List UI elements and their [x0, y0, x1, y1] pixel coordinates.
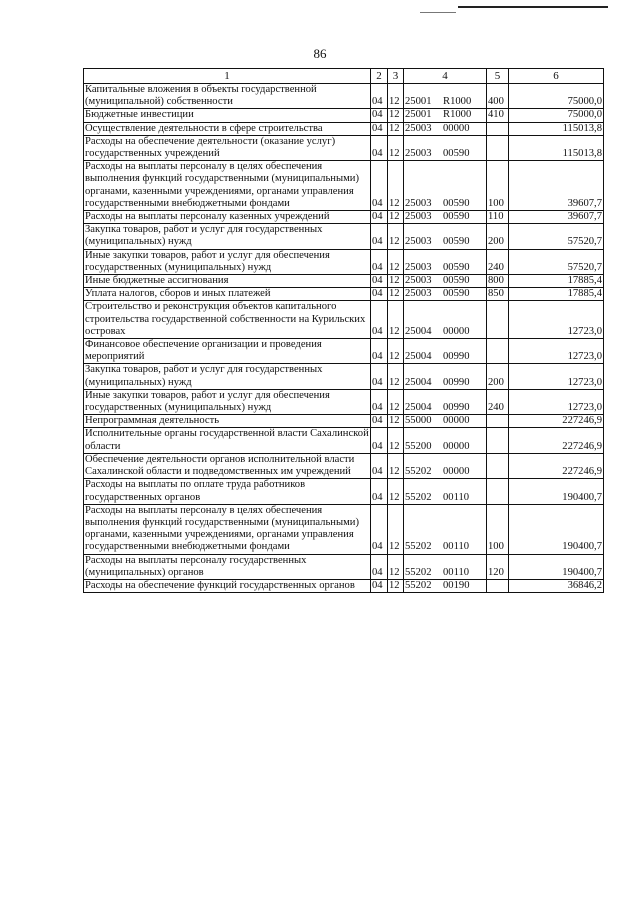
cell-direction-code: 00110 — [443, 491, 470, 503]
cell-subsection: 12 — [388, 301, 404, 339]
cell-direction-code: 00590 — [443, 148, 470, 160]
cell-target-article — [404, 161, 487, 211]
cell-program-code: 55202 — [405, 541, 432, 553]
cell-target-article — [404, 554, 487, 579]
cell-amount: 115013,8 — [509, 135, 604, 160]
table-row — [84, 479, 604, 504]
cell-direction-code: R1000 — [443, 96, 472, 108]
cell-section: 04 — [371, 224, 388, 249]
cell-direction-code: 00590 — [443, 211, 470, 223]
cell-target-article — [404, 109, 487, 122]
table-row — [84, 453, 604, 478]
cell-section: 04 — [371, 288, 388, 301]
cell-subsection: 12 — [388, 554, 404, 579]
cell-amount: 12723,0 — [509, 364, 604, 389]
cell-expense-type — [487, 415, 509, 428]
cell-expense-type — [487, 339, 509, 364]
cell-subsection: 12 — [388, 109, 404, 122]
cell-section: 04 — [371, 364, 388, 389]
cell-name: Капитальные вложения в объекты государственной (муниципальной) собственности — [84, 84, 371, 109]
cell-target-article — [404, 211, 487, 224]
cell-program-code: 55202 — [405, 491, 432, 503]
cell-name: Непрограммная деятельность — [84, 415, 371, 428]
cell-target-article — [404, 275, 487, 288]
cell-program-code: 25001 — [405, 109, 432, 121]
scan-top-mark-small — [420, 12, 456, 13]
cell-section: 04 — [371, 453, 388, 478]
cell-name: Расходы на выплаты персоналу государственных (муниципальных) органов — [84, 554, 371, 579]
cell-direction-code: 00590 — [443, 275, 470, 287]
cell-program-code: 25003 — [405, 275, 432, 287]
cell-target-article — [404, 288, 487, 301]
table-row — [84, 224, 604, 249]
table-row — [84, 301, 604, 339]
page-number: 86 — [313, 46, 327, 61]
table-row — [84, 84, 604, 109]
cell-name: Закупка товаров, работ и услуг для государственных (муниципальных) нужд — [84, 364, 371, 389]
cell-amount: 12723,0 — [509, 339, 604, 364]
cell-direction-code: 00990 — [443, 402, 470, 414]
cell-target-article — [404, 122, 487, 135]
cell-direction-code: 00000 — [443, 325, 470, 337]
cell-expense-type — [487, 479, 509, 504]
cell-section: 04 — [371, 554, 388, 579]
cell-program-code: 25004 — [405, 351, 432, 363]
cell-program-code: 25003 — [405, 261, 432, 273]
header-col-5: 5 — [487, 69, 509, 84]
cell-program-code: 25004 — [405, 402, 432, 414]
cell-subsection: 12 — [388, 249, 404, 274]
cell-program-code: 55000 — [405, 415, 432, 427]
cell-amount: 57520,7 — [509, 249, 604, 274]
cell-section: 04 — [371, 135, 388, 160]
cell-target-article — [404, 415, 487, 428]
cell-target-article — [404, 84, 487, 109]
cell-target-article — [404, 301, 487, 339]
cell-section: 04 — [371, 301, 388, 339]
cell-section: 04 — [371, 211, 388, 224]
cell-amount: 75000,0 — [509, 109, 604, 122]
cell-subsection: 12 — [388, 211, 404, 224]
header-col-1: 1 — [84, 69, 371, 84]
cell-direction-code: 00110 — [443, 566, 470, 578]
cell-amount: 190400,7 — [509, 554, 604, 579]
cell-name: Строительство и реконструкция объектов капитального строительства государственной собственности на Курильских островах — [84, 301, 371, 339]
cell-expense-type: 800 — [487, 275, 509, 288]
header-col-6: 6 — [509, 69, 604, 84]
cell-name: Расходы на выплаты персоналу казенных учреждений — [84, 211, 371, 224]
table-row — [84, 122, 604, 135]
cell-subsection: 12 — [388, 453, 404, 478]
cell-program-code: 25003 — [405, 288, 432, 300]
cell-name: Иные бюджетные ассигнования — [84, 275, 371, 288]
cell-amount: 190400,7 — [509, 504, 604, 554]
cell-expense-type: 410 — [487, 109, 509, 122]
cell-section: 04 — [371, 428, 388, 453]
cell-section: 04 — [371, 579, 388, 592]
cell-direction-code: R1000 — [443, 109, 472, 121]
cell-expense-type — [487, 135, 509, 160]
cell-target-article — [404, 453, 487, 478]
cell-target-article — [404, 339, 487, 364]
cell-direction-code: 00000 — [443, 415, 470, 427]
cell-section: 04 — [371, 161, 388, 211]
cell-name: Расходы на обеспечение функций государственных органов — [84, 579, 371, 592]
cell-expense-type: 240 — [487, 249, 509, 274]
cell-name: Обеспечение деятельности органов исполнительной власти Сахалинской области и подведомственных им учреждений — [84, 453, 371, 478]
cell-expense-type — [487, 301, 509, 339]
cell-expense-type: 400 — [487, 84, 509, 109]
cell-amount: 39607,7 — [509, 211, 604, 224]
cell-name: Расходы на обеспечение деятельности (оказание услуг) государственных учреждений — [84, 135, 371, 160]
table-row — [84, 109, 604, 122]
table-row — [84, 161, 604, 211]
cell-target-article — [404, 479, 487, 504]
cell-program-code: 25001 — [405, 96, 432, 108]
cell-name: Исполнительные органы государственной власти Сахалинской области — [85, 428, 369, 452]
cell-subsection: 12 — [388, 389, 404, 414]
cell-program-code: 25004 — [405, 376, 432, 388]
cell-expense-type: 200 — [487, 364, 509, 389]
cell-section: 04 — [371, 249, 388, 274]
cell-name: Осуществление деятельности в сфере строительства — [84, 122, 371, 135]
cell-program-code: 55200 — [405, 440, 432, 452]
table-row — [84, 389, 604, 414]
cell-target-article — [404, 224, 487, 249]
cell-section: 04 — [371, 339, 388, 364]
cell-amount: 115013,8 — [509, 122, 604, 135]
cell-expense-type: 100 — [487, 161, 509, 211]
scan-top-mark — [458, 6, 608, 8]
cell-direction-code: 00990 — [443, 376, 470, 388]
cell-direction-code: 00590 — [443, 261, 470, 273]
cell-target-article — [404, 364, 487, 389]
cell-name: Расходы на выплаты персоналу в целях обеспечения выполнения функций государственными (муниципальными) органами, казенными учреждениями, органами управления государственными внебюджетными фондами — [84, 504, 371, 554]
cell-amount: 75000,0 — [509, 84, 604, 109]
cell-amount: 39607,7 — [509, 161, 604, 211]
cell-amount: 12723,0 — [509, 389, 604, 414]
cell-target-article — [404, 504, 487, 554]
cell-subsection: 12 — [388, 161, 404, 211]
cell-subsection: 12 — [388, 428, 404, 453]
cell-section: 04 — [371, 109, 388, 122]
cell-program-code: 55202 — [405, 566, 432, 578]
cell-program-code: 55202 — [405, 466, 432, 478]
cell-name: Расходы на выплаты по оплате труда работников государственных органов — [84, 479, 371, 504]
cell-amount: 12723,0 — [509, 301, 604, 339]
table-row — [84, 275, 604, 288]
cell-direction-code: 00590 — [443, 197, 470, 209]
cell-program-code: 25004 — [405, 325, 432, 337]
cell-expense-type: 100 — [487, 504, 509, 554]
cell-section: 04 — [371, 275, 388, 288]
budget-table — [83, 68, 604, 593]
cell-name: Бюджетные инвестиции — [84, 109, 371, 122]
table-header-row — [84, 69, 604, 84]
cell-target-article — [404, 428, 487, 453]
cell-expense-type — [487, 579, 509, 592]
cell-subsection: 12 — [388, 339, 404, 364]
cell-amount: 57520,7 — [509, 224, 604, 249]
table-row — [84, 504, 604, 554]
cell-amount: 227246,9 — [509, 428, 604, 453]
cell-program-code: 25003 — [405, 148, 432, 160]
table-row — [84, 428, 604, 453]
table-row — [84, 339, 604, 364]
cell-amount: 190400,7 — [509, 479, 604, 504]
cell-expense-type — [487, 428, 509, 453]
cell-subsection: 12 — [388, 364, 404, 389]
cell-expense-type: 110 — [487, 211, 509, 224]
header-col-2: 2 — [371, 69, 388, 84]
cell-name: Расходы на выплаты персоналу в целях обеспечения выполнения функций государственными (муниципальными) органами, казенными учреждениями, органами управления государственными внебюджетными фондами — [84, 161, 371, 211]
table-row — [84, 554, 604, 579]
cell-amount: 17885,4 — [509, 275, 604, 288]
cell-direction-code: 00190 — [443, 579, 470, 591]
cell-direction-code: 00990 — [443, 351, 470, 363]
cell-section: 04 — [371, 389, 388, 414]
cell-expense-type: 200 — [487, 224, 509, 249]
cell-section: 04 — [371, 479, 388, 504]
cell-target-article — [404, 389, 487, 414]
cell-name: Иные закупки товаров, работ и услуг для обеспечения государственных (муниципальных) нужд — [84, 249, 371, 274]
cell-direction-code: 00000 — [443, 466, 470, 478]
cell-amount: 36846,2 — [509, 579, 604, 592]
cell-subsection: 12 — [388, 224, 404, 249]
cell-direction-code: 00000 — [443, 440, 470, 452]
table-row — [84, 364, 604, 389]
cell-program-code: 25003 — [405, 197, 432, 209]
cell-program-code: 55202 — [405, 579, 432, 591]
cell-expense-type: 850 — [487, 288, 509, 301]
cell-subsection: 12 — [388, 135, 404, 160]
cell-subsection: 12 — [388, 415, 404, 428]
cell-name: Закупка товаров, работ и услуг для государственных (муниципальных) нужд — [84, 224, 371, 249]
cell-subsection: 12 — [388, 122, 404, 135]
cell-section: 04 — [371, 122, 388, 135]
cell-program-code: 25003 — [405, 211, 432, 223]
cell-subsection: 12 — [388, 84, 404, 109]
cell-name: Уплата налогов, сборов и иных платежей — [84, 288, 371, 301]
cell-direction-code: 00000 — [443, 122, 470, 134]
cell-program-code: 25003 — [405, 236, 432, 248]
cell-expense-type — [487, 122, 509, 135]
cell-direction-code: 00590 — [443, 288, 470, 300]
cell-subsection: 12 — [388, 504, 404, 554]
cell-direction-code: 00110 — [443, 541, 470, 553]
table-row — [84, 135, 604, 160]
table-row — [84, 249, 604, 274]
cell-expense-type: 240 — [487, 389, 509, 414]
cell-direction-code: 00590 — [443, 236, 470, 248]
cell-amount: 227246,9 — [509, 453, 604, 478]
header-col-3: 3 — [388, 69, 404, 84]
table-row — [84, 288, 604, 301]
cell-subsection: 12 — [388, 275, 404, 288]
cell-subsection: 12 — [388, 579, 404, 592]
cell-name: Иные закупки товаров, работ и услуг для обеспечения государственных (муниципальных) нужд — [84, 389, 371, 414]
cell-amount: 17885,4 — [509, 288, 604, 301]
cell-section: 04 — [371, 415, 388, 428]
cell-target-article — [404, 579, 487, 592]
cell-program-code: 25003 — [405, 122, 432, 134]
table-row — [84, 579, 604, 592]
cell-section: 04 — [371, 84, 388, 109]
cell-subsection: 12 — [388, 288, 404, 301]
cell-section: 04 — [371, 504, 388, 554]
table-row — [84, 415, 604, 428]
header-col-4: 4 — [404, 69, 487, 84]
cell-subsection: 12 — [388, 479, 404, 504]
cell-expense-type — [487, 453, 509, 478]
cell-name: Финансовое обеспечение организации и проведения мероприятий — [84, 339, 371, 364]
cell-target-article — [404, 135, 487, 160]
cell-amount: 227246,9 — [509, 415, 604, 428]
cell-target-article — [404, 249, 487, 274]
cell-expense-type: 120 — [487, 554, 509, 579]
table-row — [84, 211, 604, 224]
